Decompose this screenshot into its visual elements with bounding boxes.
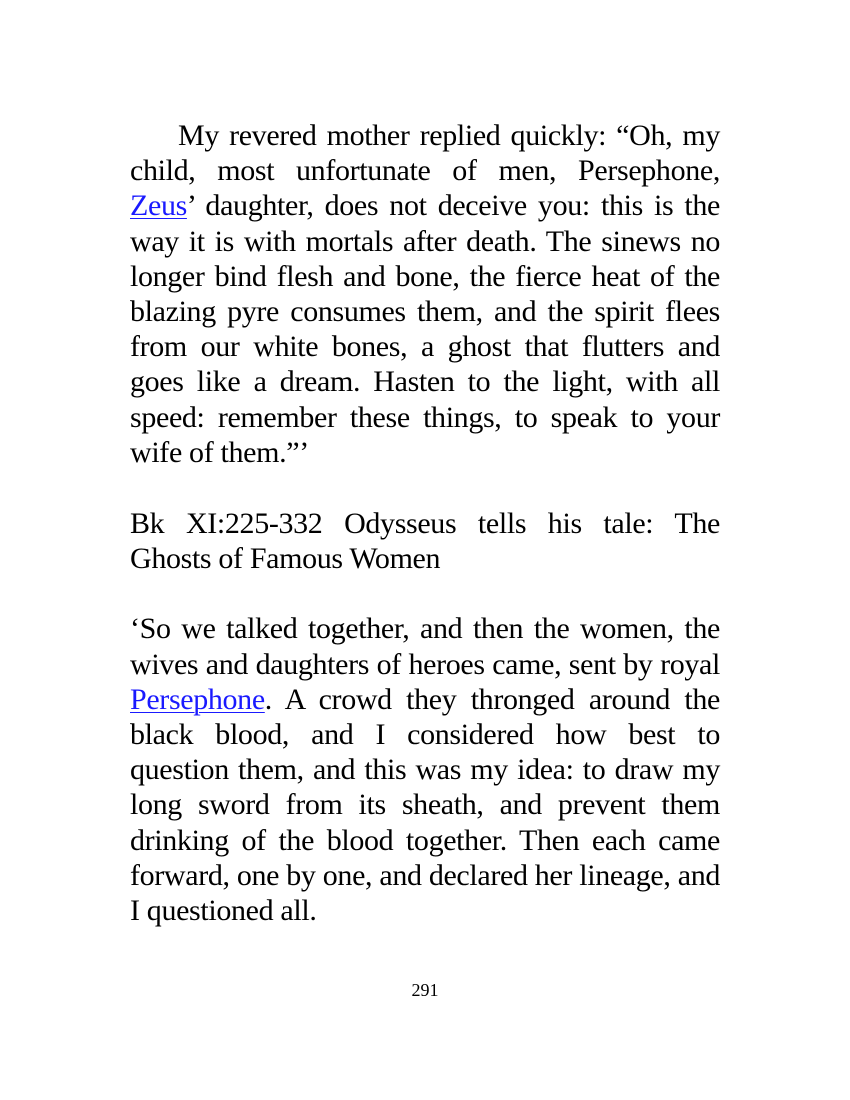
paragraph-1-text-a: My revered mother replied quickly: “Oh, my child, most unfortunate of men, Persephone, [130,119,720,188]
paragraph-ghosts [130,611,720,928]
persephone-link[interactable]: Persephone [130,682,265,716]
zeus-link[interactable]: Zeus [130,189,187,223]
paragraph-2-text-b: . A crowd they thronged around the black blood, and I considered how best to question them, and this was my idea: to draw my long sword from its sheath, and prevent them drinking of the blood together. Then each came forward, one by one, and declared her lineage, and I questioned all. [130,682,720,928]
section-heading: Bk XI:225-332 Odysseus tells his tale: The Ghosts of Famous Women [130,507,720,576]
paragraph-mother-reply [130,118,720,470]
paragraph-2-text-a: ‘So we talked together, and then the women, the wives and daughters of heroes came, sent by royal [130,612,720,681]
page-number: 291 [411,980,439,1000]
page-body [130,118,720,928]
paragraph-1-text-b: ’ daughter, does not deceive you: this is the way it is with mortals after death. The sinews no longer bind flesh and bone, the fierce heat of the blazing pyre consumes them, and the spirit flees from our white bones, a ghost that flutters and goes like a dream. Hasten to the light, with all speed: remember these things, to speak to your wife of them.”’ [130,189,720,469]
